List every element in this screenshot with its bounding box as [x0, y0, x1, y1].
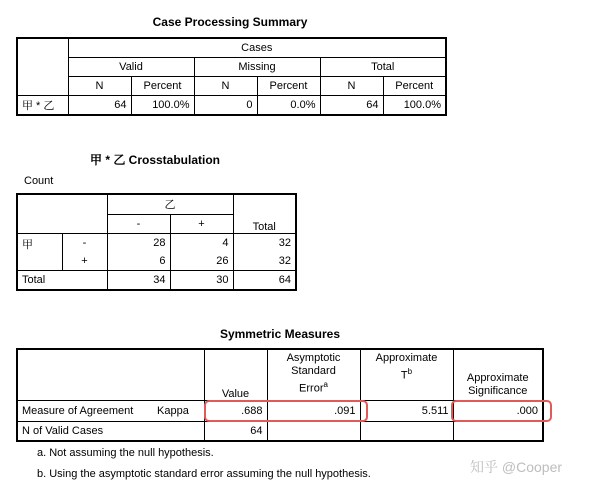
empty-cell — [267, 422, 360, 442]
percent-header: Percent — [131, 77, 194, 96]
cell-value: 64 — [233, 271, 296, 291]
crosstab-title: 甲 * 乙 Crosstabulation — [90, 153, 221, 167]
sig-header-line2: Significance — [468, 385, 528, 397]
cell-value: 32 — [233, 234, 296, 253]
n-header: N — [68, 77, 131, 96]
cell-value: 30 — [170, 271, 233, 291]
watermark: 知乎 @Cooper — [470, 459, 563, 475]
footnote-b: b. Using the asymptotic standard error assuming the null hypothesis. — [37, 468, 371, 480]
footnote-marker: a — [323, 380, 328, 389]
cases-header: Cases — [68, 38, 446, 58]
t-value: 5.511 — [360, 401, 453, 422]
ase-header — [267, 349, 360, 401]
n-header: N — [320, 77, 383, 96]
cell-value: 28 — [107, 234, 170, 253]
value-cell: 100.0% — [383, 96, 446, 116]
empty-cell — [453, 422, 543, 442]
percent-header: Percent — [383, 77, 446, 96]
value-cell: 64 — [68, 96, 131, 116]
kappa-label: Kappa — [147, 401, 204, 422]
value-cell: 64 — [320, 96, 383, 116]
case-processing-table — [16, 37, 447, 116]
sig-header — [453, 349, 543, 401]
cell-value: 34 — [107, 271, 170, 291]
sig-header-line1: Approximate — [466, 372, 529, 384]
value-header: Value — [204, 349, 267, 401]
total-row-label: Total — [17, 271, 107, 291]
row-label: 甲 * 乙 — [17, 96, 68, 116]
crosstab-table — [16, 193, 297, 291]
sig-value: .000 — [453, 401, 543, 422]
row-minus-label: - — [62, 234, 107, 253]
highlight-kappa-ase — [204, 400, 368, 422]
footnote-marker: b — [407, 367, 413, 376]
corner-cell — [17, 38, 68, 96]
ase-header-line1: Asymptotic — [286, 352, 341, 364]
row-var-label: 甲 — [17, 234, 62, 271]
col-plus-header: + — [170, 214, 233, 234]
n-valid-value: 64 — [204, 422, 267, 442]
percent-header: Percent — [257, 77, 320, 96]
measure-label: Measure of Agreement — [17, 401, 147, 422]
symmetric-title: Symmetric Measures — [219, 327, 341, 341]
cell-value: 32 — [233, 252, 296, 271]
n-header: N — [194, 77, 257, 96]
ase-header-line3: Error — [299, 382, 324, 395]
kappa-value: .688 — [204, 401, 267, 422]
missing-header: Missing — [194, 58, 320, 77]
value-cell: 0.0% — [257, 96, 320, 116]
cell-value: 26 — [170, 252, 233, 271]
symmetric-table — [16, 348, 544, 442]
valid-header: Valid — [68, 58, 194, 77]
col-minus-header: - — [107, 214, 170, 234]
total-col-header: Total — [233, 194, 296, 234]
corner-cell — [17, 349, 204, 401]
count-label: Count — [24, 175, 54, 187]
footnote-a: a. Not assuming the null hypothesis. — [37, 447, 214, 459]
t-header — [360, 349, 453, 401]
value-cell: 0 — [194, 96, 257, 116]
cell-value: 4 — [170, 234, 233, 253]
case-processing-title: Case Processing Summary — [152, 15, 308, 29]
highlight-significance — [451, 400, 552, 422]
total-header: Total — [320, 58, 446, 77]
value-cell: 100.0% — [131, 96, 194, 116]
ase-header-line2: Standard — [291, 365, 336, 377]
row-plus-label: + — [62, 252, 107, 271]
cell-value: 6 — [107, 252, 170, 271]
empty-cell — [360, 422, 453, 442]
ase-value: .091 — [267, 401, 360, 422]
col-var-header: 乙 — [107, 194, 233, 214]
n-valid-label: N of Valid Cases — [17, 422, 204, 442]
corner-cell — [17, 194, 107, 234]
t-header-line2: T — [400, 369, 408, 382]
t-header-line1: Approximate — [375, 352, 438, 364]
